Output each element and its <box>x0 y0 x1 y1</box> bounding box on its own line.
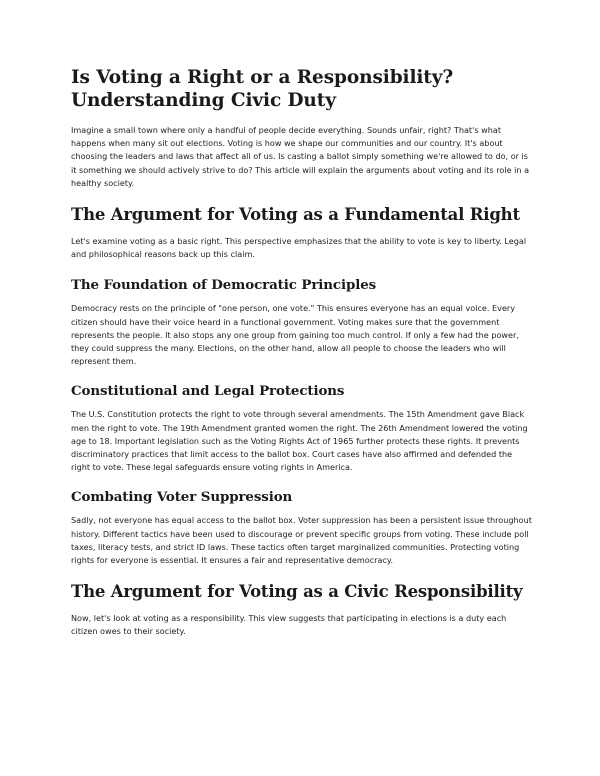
paragraph-foundation: Democracy rests on the principle of "one person, one vote." This ensures everyone has an equal voice. Every citizen should have their voice heard in a functional government. Voting makes sure that the government represents the people. It also stops any one group from gaining too much control. If only a few had the power, they could suppress the many. Elections, on the other hand, allow all people to choose the leaders who will represent them. <box>71 303 519 367</box>
subheading-foundation: The Foundation of Democratic Principles <box>71 277 377 294</box>
paragraph-constitutional: The U.S. Constitution protects the right to vote through several amendments. The 15th Amendment gave Black men the right to vote. The 19th Amendment granted women the right. The 26th Amendment lowered the voting age to 18. Important legislation such as the Voting Rights Act of 1965 further protects these rights. It prevents discriminatory practices that limit access to the ballot box. Court cases have also affirmed and defended the right to vote. These legal safeguards ensure voting rights in America. <box>71 409 528 473</box>
title-line-1: Is Voting a Right or a Responsibility? <box>71 67 454 88</box>
section-paragraph-responsibility: Now, let's look at voting as a responsibility. This view suggests that participating in elections is a duty each citizen owes to their society. <box>71 613 507 637</box>
section-heading-right: The Argument for Voting as a Fundamental Right <box>71 205 520 225</box>
section-heading-responsibility: The Argument for Voting as a Civic Responsibility <box>71 582 523 602</box>
document-page <box>71 66 533 639</box>
page-title <box>71 66 533 112</box>
subheading-suppression: Combating Voter Suppression <box>71 489 293 506</box>
paragraph-suppression: Sadly, not everyone has equal access to the ballot box. Voter suppression has been a persistent issue throughout history. Different tactics have been used to discourage or prevent specific groups from voting. These include poll taxes, literacy tests, and strict ID laws. These tactics often target marginalized communities. Protecting voting rights for everyone is essential. It ensures a fair and representative democracy. <box>71 515 532 566</box>
section-paragraph-right: Let's examine voting as a basic right. This perspective emphasizes that the ability to vote is key to liberty. Legal and philosophical reasons back up this claim. <box>71 236 527 260</box>
intro-paragraph: Imagine a small town where only a handful of people decide everything. Sounds unfair, right? That's what happens when many sit out elections. Voting is how we shape our communities and our country. It's about choosing the leaders and laws that affect all of us. Is casting a ballot simply something we're allowed to do, or is it something we should actively strive to do? This article will explain the arguments about voting and its role in a healthy society. <box>71 125 530 188</box>
subheading-constitutional: Constitutional and Legal Protections <box>71 383 345 400</box>
title-line-2: Understanding Civic Duty <box>71 90 336 111</box>
